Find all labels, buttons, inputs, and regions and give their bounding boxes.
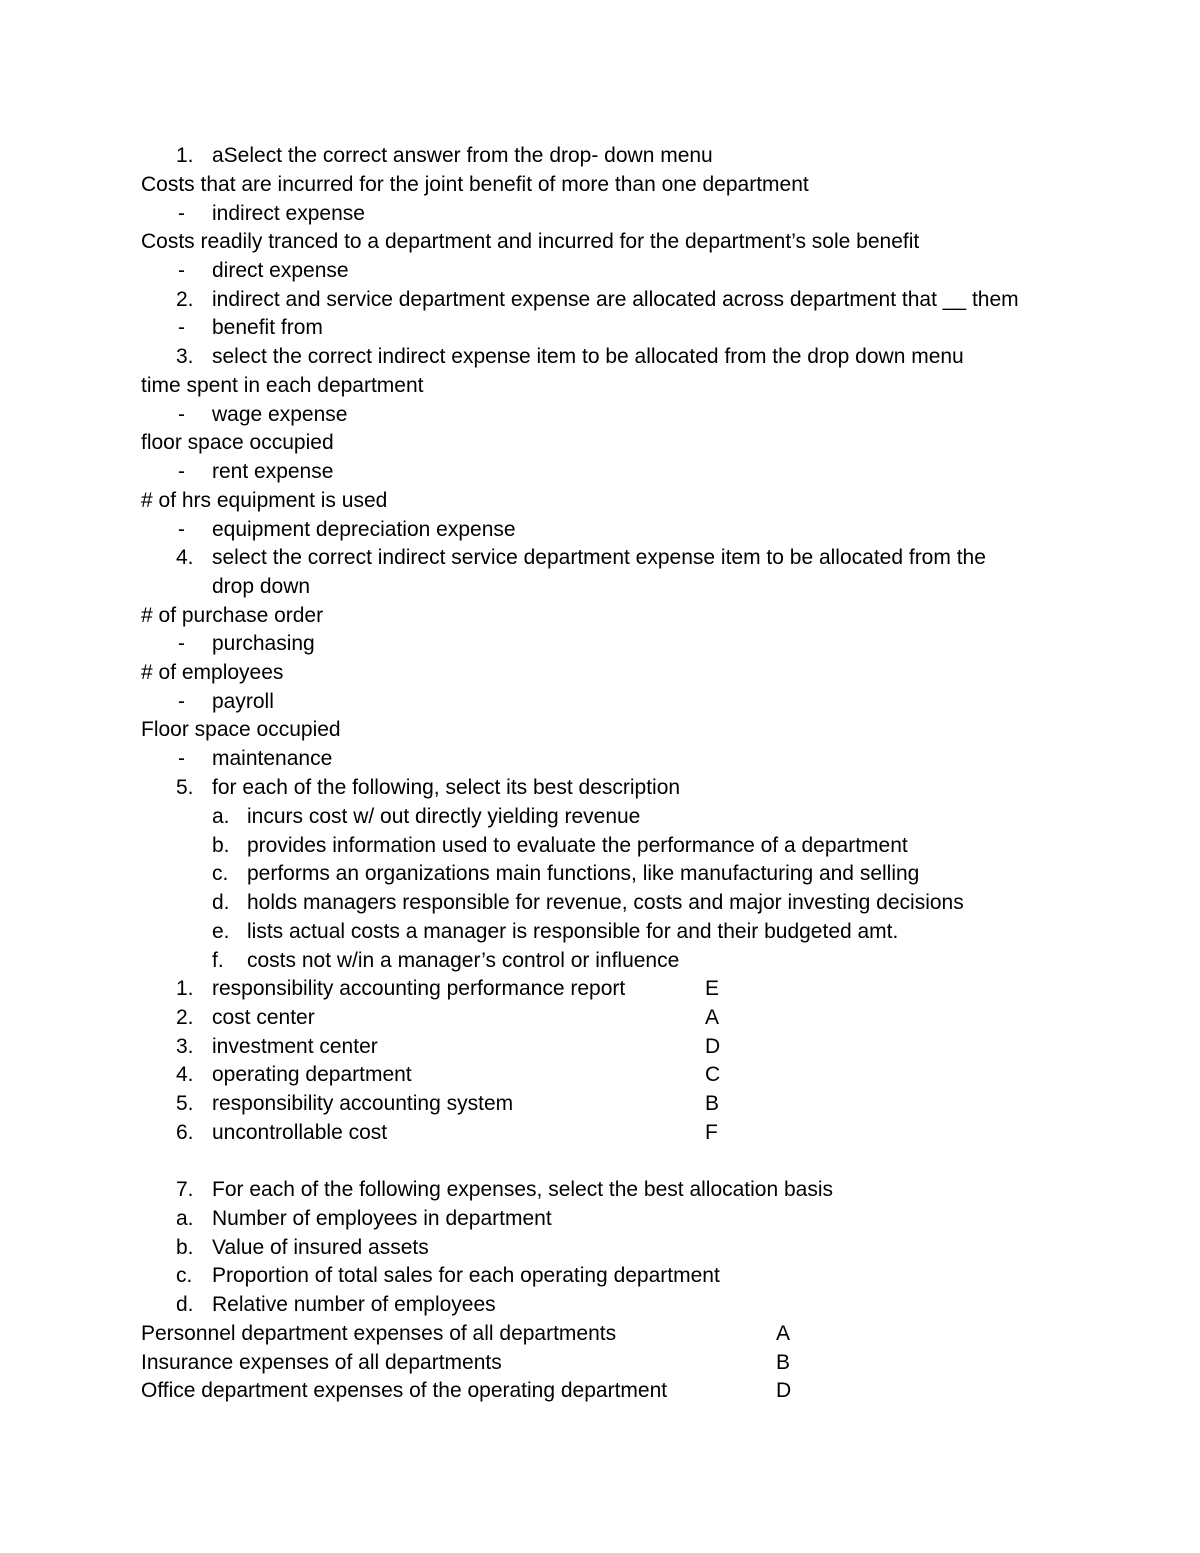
- match-term: operating department: [212, 1063, 412, 1086]
- list-number: 4.: [176, 546, 194, 569]
- bullet-dash: -: [178, 632, 185, 655]
- answer-text: benefit from: [212, 316, 323, 339]
- option-letter: e.: [212, 920, 230, 943]
- match-answer: C: [705, 1063, 721, 1086]
- option-letter: b.: [176, 1236, 194, 1259]
- match-answer: D: [705, 1035, 721, 1058]
- list-number: 1.: [176, 144, 194, 167]
- bullet-dash: -: [178, 518, 185, 541]
- option-text: Proportion of total sales for each operating department: [212, 1264, 720, 1287]
- list-number: 4.: [176, 1063, 194, 1086]
- list-number: 1.: [176, 977, 194, 1000]
- answer-text: direct expense: [212, 259, 349, 282]
- option-text: Number of employees in department: [212, 1207, 552, 1230]
- prompt-text: floor space occupied: [141, 431, 334, 454]
- prompt-text: # of employees: [141, 661, 284, 684]
- option-letter: a.: [176, 1207, 194, 1230]
- option-text: Relative number of employees: [212, 1293, 496, 1316]
- option-letter: f.: [212, 949, 224, 972]
- answer-text: equipment depreciation expense: [212, 518, 516, 541]
- list-number: 2.: [176, 1006, 194, 1029]
- answer-text: wage expense: [212, 403, 348, 426]
- match-term: cost center: [212, 1006, 315, 1029]
- answer-text: indirect expense: [212, 202, 365, 225]
- option-text: provides information used to evaluate the performance of a department: [247, 834, 908, 857]
- question-text: select the correct indirect expense item to be allocated from the drop down menu: [212, 345, 964, 368]
- option-text: lists actual costs a manager is responsible for and their budgeted amt.: [247, 920, 899, 943]
- bullet-dash: -: [178, 747, 185, 770]
- match-term: Insurance expenses of all departments: [141, 1351, 502, 1374]
- match-term: investment center: [212, 1035, 378, 1058]
- match-answer: A: [776, 1322, 791, 1345]
- option-letter: d.: [176, 1293, 194, 1316]
- option-text: Value of insured assets: [212, 1236, 429, 1259]
- match-term: Personnel department expenses of all departments: [141, 1322, 617, 1345]
- option-letter: a.: [212, 805, 230, 828]
- option-letter: c.: [176, 1264, 193, 1287]
- list-number: 5.: [176, 776, 194, 799]
- match-answer: A: [705, 1006, 720, 1029]
- match-term: Office department expenses of the operating department: [141, 1379, 668, 1402]
- bullet-dash: -: [178, 403, 185, 426]
- answer-text: maintenance: [212, 747, 333, 770]
- answer-text: rent expense: [212, 460, 334, 483]
- bullet-dash: -: [178, 202, 185, 225]
- question-text: indirect and service department expense are allocated across department that __ them: [212, 288, 1019, 311]
- question-text: select the correct indirect service department expense item to be allocated from the: [212, 546, 986, 569]
- list-number: 5.: [176, 1092, 194, 1115]
- question-text: drop down: [212, 575, 311, 598]
- option-text: incurs cost w/ out directly yielding revenue: [247, 805, 641, 828]
- bullet-dash: -: [178, 690, 185, 713]
- list-number: 3.: [176, 345, 194, 368]
- question-text: aSelect the correct answer from the drop- down menu: [212, 144, 713, 167]
- question-text: for each of the following, select its best description: [212, 776, 681, 799]
- bullet-dash: -: [178, 316, 185, 339]
- question-text: For each of the following expenses, select the best allocation basis: [212, 1178, 834, 1201]
- option-text: holds managers responsible for revenue, costs and major investing decisions: [247, 891, 964, 914]
- prompt-text: # of hrs equipment is used: [141, 489, 388, 512]
- bullet-dash: -: [178, 259, 185, 282]
- match-answer: D: [776, 1379, 792, 1402]
- answer-text: payroll: [212, 690, 274, 713]
- option-letter: b.: [212, 834, 230, 857]
- option-letter: c.: [212, 862, 229, 885]
- prompt-text: Costs that are incurred for the joint benefit of more than one department: [141, 173, 809, 196]
- list-number: 7.: [176, 1178, 194, 1201]
- match-answer: B: [705, 1092, 720, 1115]
- match-answer: F: [705, 1121, 718, 1144]
- list-number: 3.: [176, 1035, 194, 1058]
- prompt-text: # of purchase order: [141, 604, 324, 627]
- match-term: responsibility accounting performance report: [212, 977, 626, 1000]
- prompt-text: Costs readily tranced to a department and incurred for the department’s sole benefit: [141, 230, 920, 253]
- bullet-dash: -: [178, 460, 185, 483]
- list-number: 6.: [176, 1121, 194, 1144]
- answer-text: purchasing: [212, 632, 315, 655]
- prompt-text: time spent in each department: [141, 374, 424, 397]
- match-answer: E: [705, 977, 720, 1000]
- option-letter: d.: [212, 891, 230, 914]
- option-text: costs not w/in a manager’s control or influence: [247, 949, 680, 972]
- option-text: performs an organizations main functions, like manufacturing and selling: [247, 862, 920, 885]
- match-answer: B: [776, 1351, 791, 1374]
- match-term: uncontrollable cost: [212, 1121, 388, 1144]
- prompt-text: Floor space occupied: [141, 718, 341, 741]
- match-term: responsibility accounting system: [212, 1092, 514, 1115]
- list-number: 2.: [176, 288, 194, 311]
